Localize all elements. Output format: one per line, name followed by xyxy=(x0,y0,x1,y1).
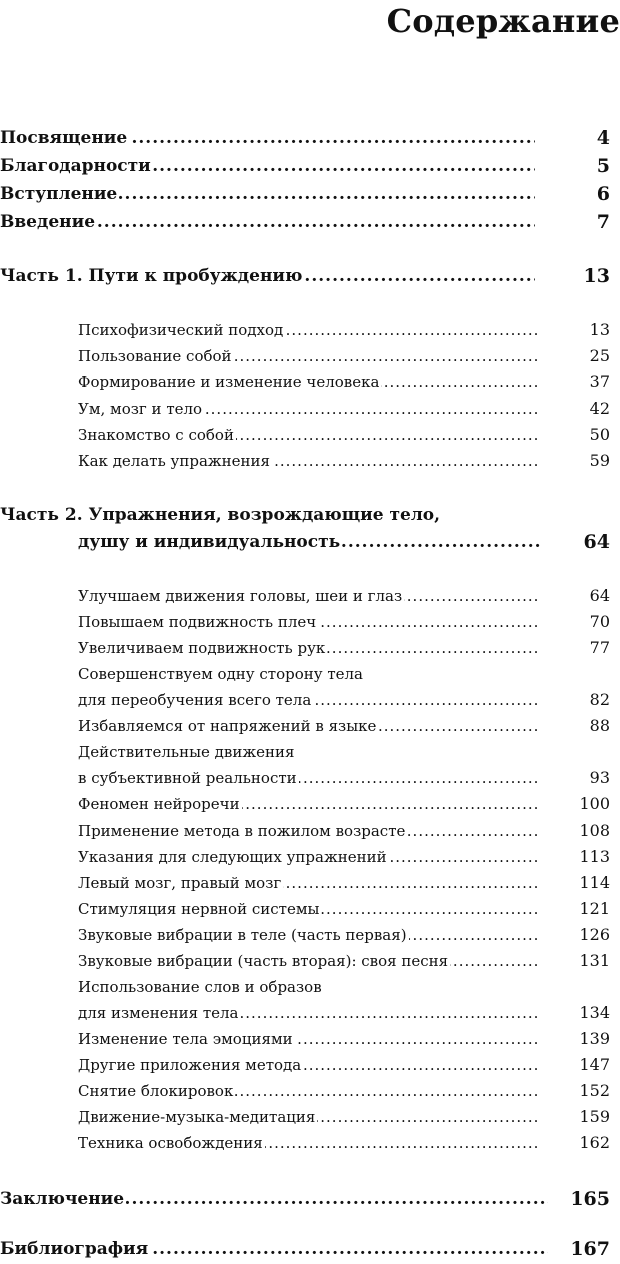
toc-entry-label: Феномен нейроречи xyxy=(78,795,240,813)
toc-entry-page: 134 xyxy=(579,1003,610,1022)
toc-entry-label: Введение xyxy=(0,212,96,232)
toc-subentry[interactable] xyxy=(0,369,620,395)
toc-subentry[interactable] xyxy=(0,1078,620,1104)
toc-entry[interactable] xyxy=(0,209,620,235)
toc-entry-page: 50 xyxy=(589,425,610,444)
toc-part-2-line1: Часть 2. Упражнения, возрождающие тело, xyxy=(0,505,441,525)
toc-entry-label: Заключение xyxy=(0,1189,125,1209)
toc-entry-page: 159 xyxy=(579,1107,610,1126)
toc-entry-page: 121 xyxy=(579,899,610,918)
toc-entry-label: Часть 1. Пути к пробуждению xyxy=(0,266,303,286)
toc-subentry[interactable] xyxy=(0,713,620,739)
toc-entry-label: Техника освобождения xyxy=(78,1134,263,1152)
toc-entry-label: Библиография xyxy=(0,1239,149,1259)
toc-entry-page: 131 xyxy=(579,951,610,970)
toc-subentry-line1: Использование слов и образов xyxy=(78,978,322,996)
toc-entry-label: Пользование собой xyxy=(78,347,232,365)
toc-entry-label: Звуковые вибрации (часть вторая): своя песня xyxy=(78,952,449,970)
toc-entry[interactable] xyxy=(0,181,620,207)
toc-entry-page: 167 xyxy=(570,1238,610,1260)
toc-entry-page: 139 xyxy=(579,1029,610,1048)
toc-entry-label: для переобучения всего тела xyxy=(78,691,312,709)
toc-entry-label: Ум, мозг и тело xyxy=(78,400,203,418)
toc-part-2[interactable] xyxy=(0,529,620,555)
toc-entry-label: Стимуляция нервной системы xyxy=(78,900,320,918)
toc-entry-page: 113 xyxy=(579,847,610,866)
toc-entry-page: 5 xyxy=(596,155,610,177)
toc-subentry[interactable] xyxy=(0,687,620,713)
toc-entry-label: Психофизический подход xyxy=(78,321,284,339)
toc-subentry-line1: Действительные движения xyxy=(78,743,295,761)
toc-entry-label: Избавляемся от напряжений в языке xyxy=(78,717,377,735)
toc-subentry[interactable] xyxy=(0,896,620,922)
toc-entry-label: Звуковые вибрации в теле (часть первая) xyxy=(78,926,407,944)
toc-entry-page: 64 xyxy=(583,531,610,553)
toc-subentry[interactable] xyxy=(0,635,620,661)
toc-subentry[interactable] xyxy=(0,1130,620,1156)
toc-entry-page: 70 xyxy=(589,612,610,631)
toc-entry-page: 7 xyxy=(596,211,610,233)
toc-entry-page: 88 xyxy=(589,716,610,735)
toc-entry-label: Улучшаем движения головы, шеи и глаз xyxy=(78,587,403,605)
toc-entry-page: 162 xyxy=(579,1133,610,1152)
toc-subentry[interactable] xyxy=(0,1052,620,1078)
toc-subentry[interactable] xyxy=(0,948,620,974)
toc-entry-page: 59 xyxy=(589,451,610,470)
toc-subentry[interactable] xyxy=(0,609,620,635)
page-title: Содержание xyxy=(386,2,620,40)
toc-part-1[interactable] xyxy=(0,263,620,289)
toc-entry-label: в субъективной реальности xyxy=(78,769,297,787)
toc-entry-label: Формирование и изменение человека xyxy=(78,373,380,391)
toc-entry-page: 152 xyxy=(579,1081,610,1100)
toc-entry-label: Посвящение xyxy=(0,128,128,148)
toc-subentry[interactable] xyxy=(0,448,620,474)
toc-entry-page: 100 xyxy=(579,794,610,813)
toc-entry-page: 114 xyxy=(579,873,610,892)
toc-entry-page: 108 xyxy=(579,821,610,840)
toc-subentry[interactable] xyxy=(0,765,620,791)
toc-entry-label: Знакомство с собой xyxy=(78,426,234,444)
toc-subentry-line1: Совершенствуем одну сторону тела xyxy=(78,665,363,683)
toc-entry-label: Указания для следующих упражнений xyxy=(78,848,387,866)
toc-entry-page: 13 xyxy=(583,265,610,287)
toc-entry[interactable] xyxy=(0,125,620,151)
toc-entry-page: 42 xyxy=(589,399,610,418)
toc-entry-label: Вступление xyxy=(0,184,118,204)
toc-subentry[interactable] xyxy=(0,1104,620,1130)
toc-subentry[interactable] xyxy=(0,317,620,343)
toc-subentry[interactable] xyxy=(0,396,620,422)
toc-subentry[interactable] xyxy=(0,422,620,448)
toc-entry-label: Другие приложения метода xyxy=(78,1056,302,1074)
toc-entry-page: 147 xyxy=(579,1055,610,1074)
toc-entry-label: для изменения тела xyxy=(78,1004,239,1022)
toc-entry-page: 13 xyxy=(589,320,610,339)
toc-entry[interactable] xyxy=(0,1236,620,1262)
toc-subentry[interactable] xyxy=(0,1000,620,1026)
toc-entry-page: 77 xyxy=(589,638,610,657)
toc-entry-label: Применение метода в пожилом возрасте xyxy=(78,822,406,840)
toc-entry-label: Изменение тела эмоциями xyxy=(78,1030,293,1048)
toc-entry-page: 37 xyxy=(589,372,610,391)
toc-entry-page: 93 xyxy=(589,768,610,787)
toc-entry-page: 25 xyxy=(589,346,610,365)
toc-entry[interactable] xyxy=(0,153,620,179)
toc-subentry[interactable] xyxy=(0,844,620,870)
toc-subentry[interactable] xyxy=(0,870,620,896)
toc-entry-label: Повышаем подвижность плеч xyxy=(78,613,317,631)
toc-entry-page: 126 xyxy=(579,925,610,944)
toc-subentry[interactable] xyxy=(0,818,620,844)
toc-entry-page: 6 xyxy=(596,183,610,205)
toc-entry-page: 64 xyxy=(589,586,610,605)
toc-subentry[interactable] xyxy=(0,922,620,948)
toc-entry-label: Благодарности xyxy=(0,156,151,176)
toc-entry-label: Левый мозг, правый мозг xyxy=(78,874,282,892)
toc-entry-page: 4 xyxy=(596,127,610,149)
toc-subentry[interactable] xyxy=(0,583,620,609)
toc-subentry[interactable] xyxy=(0,1026,620,1052)
toc-subentry[interactable] xyxy=(0,343,620,369)
toc-entry-label: Движение-музыка-медитация xyxy=(78,1108,316,1126)
toc-entry-label: Увеличиваем подвижность рук xyxy=(78,639,326,657)
toc-entry-page: 82 xyxy=(589,690,610,709)
toc-subentry[interactable] xyxy=(0,791,620,817)
toc-entry[interactable] xyxy=(0,1186,620,1212)
toc-entry-label: Как делать упражнения xyxy=(78,452,271,470)
toc-entry-page: 165 xyxy=(570,1188,610,1210)
toc-entry-label: Снятие блокировок xyxy=(78,1082,234,1100)
toc-entry-label: душу и индивидуальность xyxy=(78,532,341,552)
